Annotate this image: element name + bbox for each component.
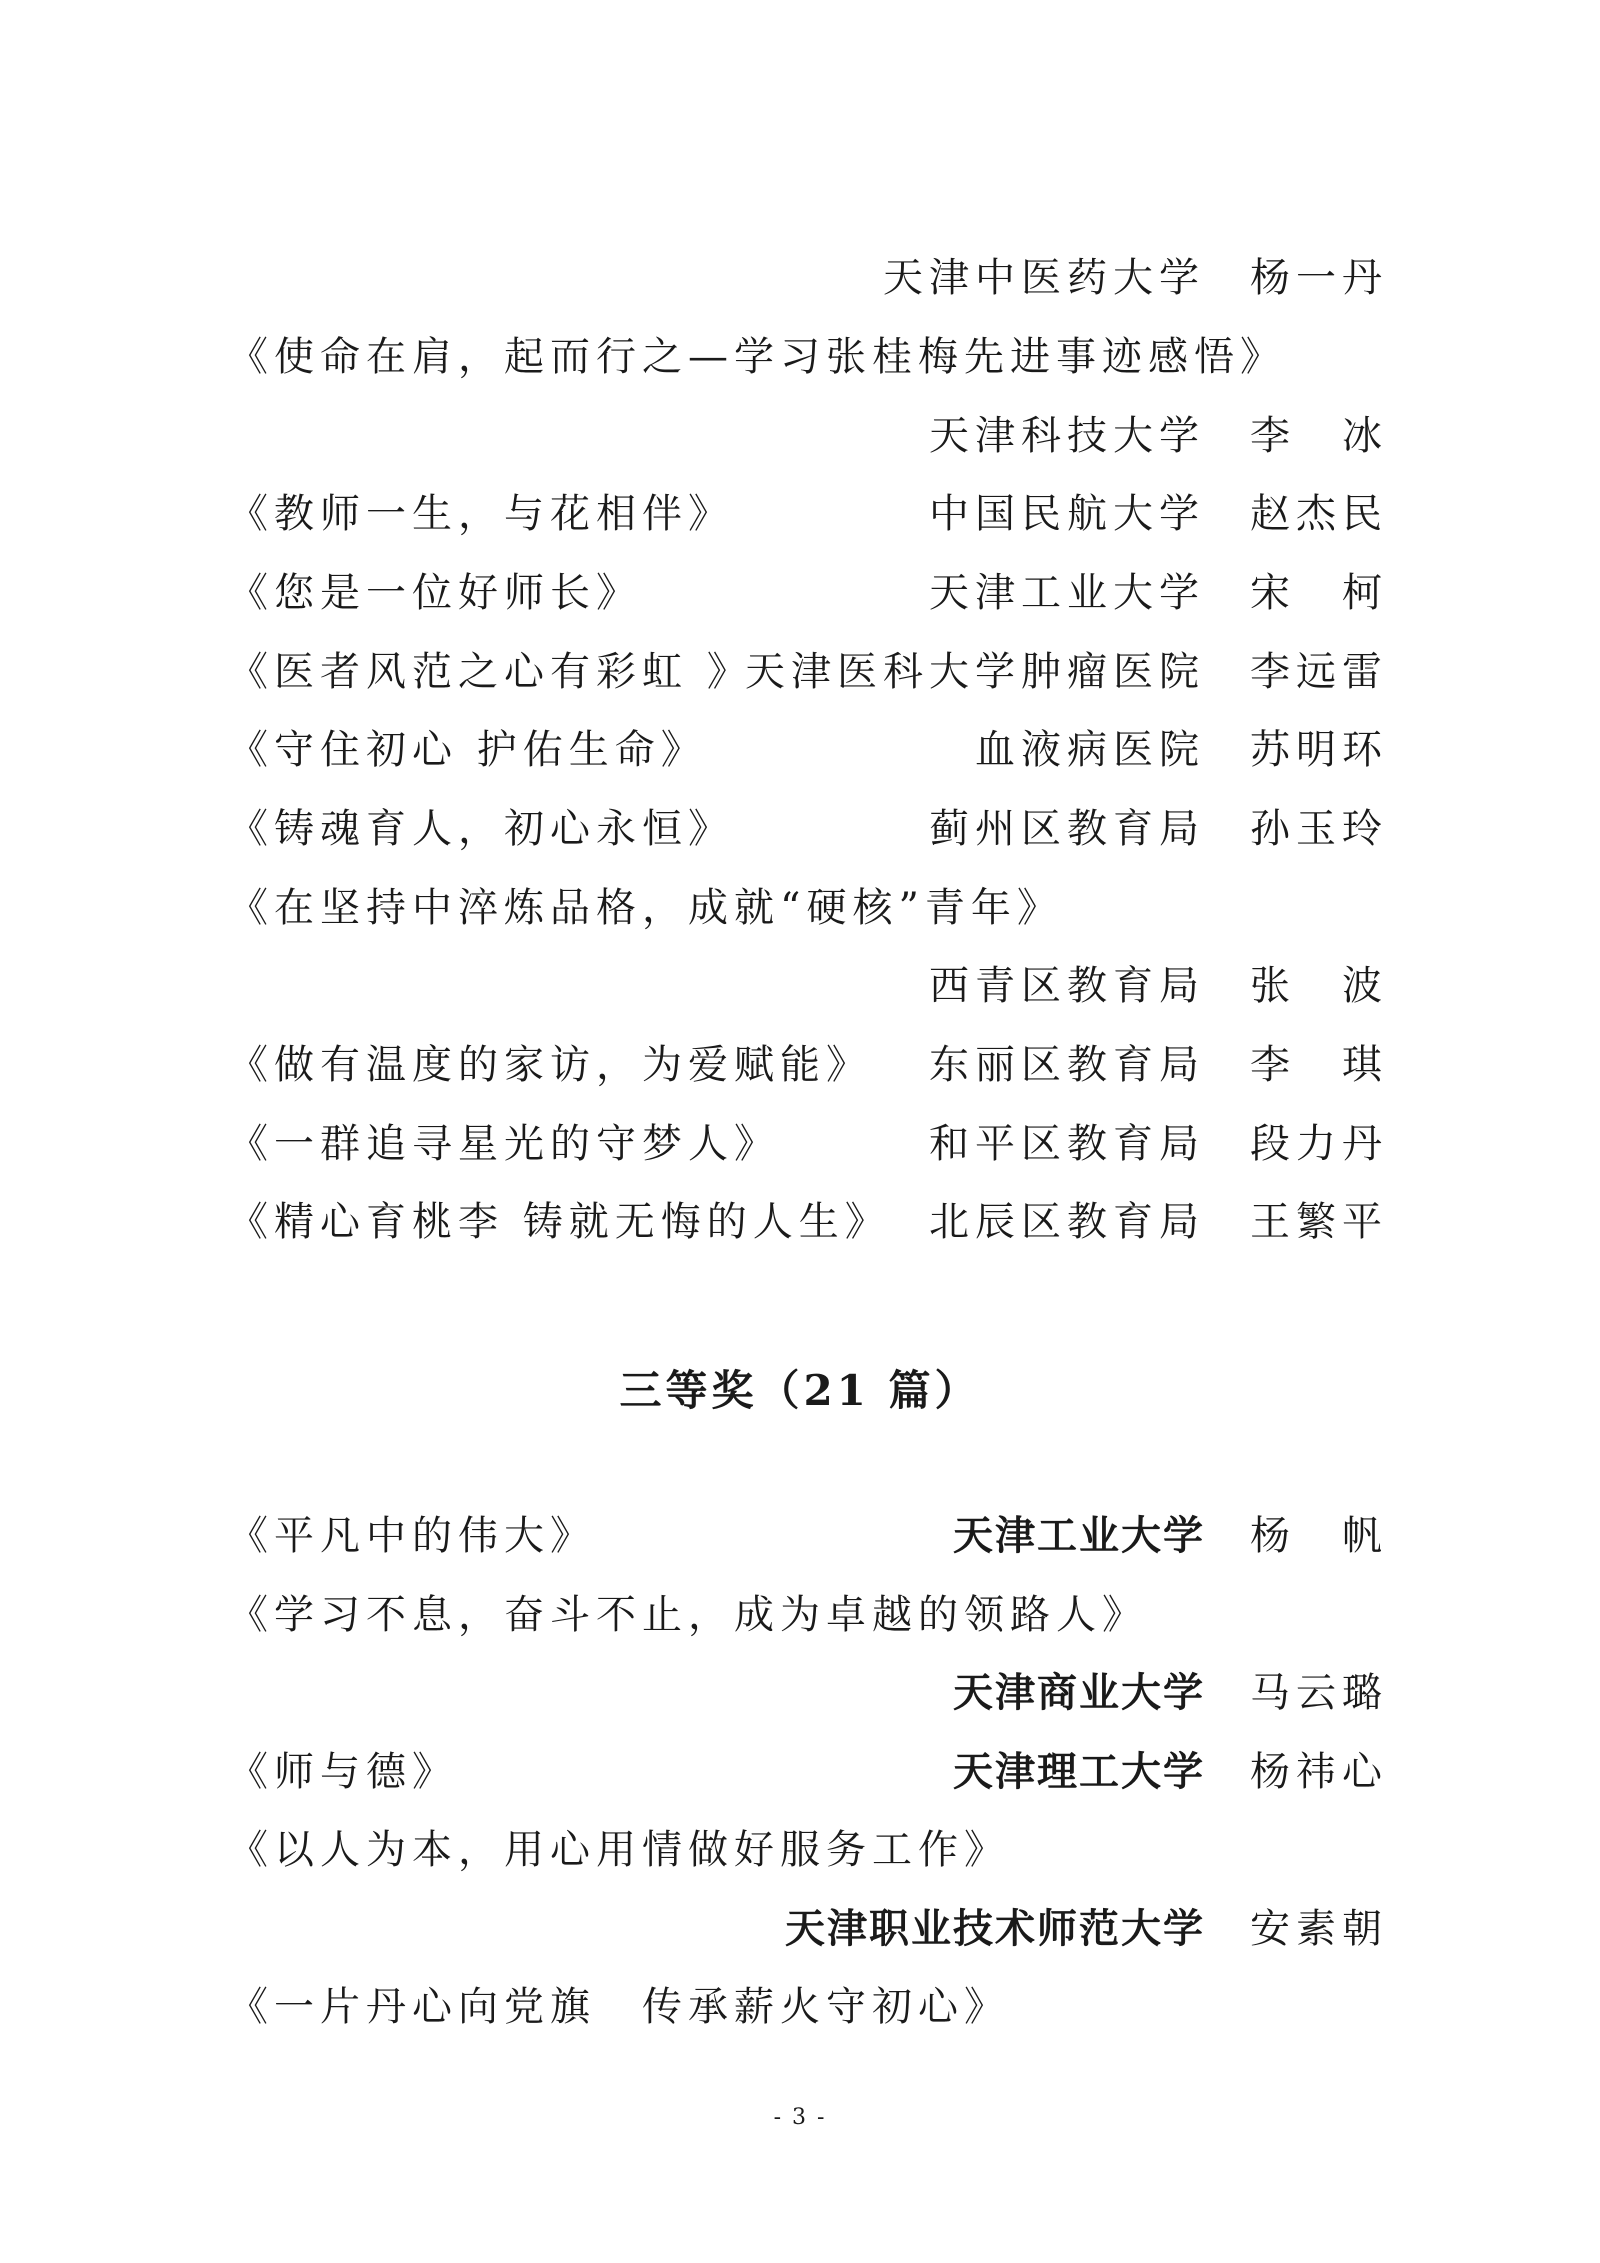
entry-title: 《铸魂育人，初心永恒》 <box>228 806 734 852</box>
entry-unit: 天津理工大学 <box>953 1749 1205 1795</box>
entry-title: 《师与德》 <box>228 1749 458 1795</box>
entry-author: 宋 柯 <box>1250 570 1388 616</box>
entry-author: 苏明环 <box>1250 727 1388 773</box>
entry-title: 《使命在肩，起而行之—学习张桂梅先进事迹感悟》 <box>228 334 1286 380</box>
entry-title: 《守住初心 护佑生命》 <box>228 727 707 773</box>
entry-title: 《医者风范之心有彩虹 》 <box>228 649 753 695</box>
entry-title: 《您是一位好师长》 <box>228 570 642 616</box>
entry-unit: 东丽区教育局 <box>929 1042 1205 1088</box>
entry-unit: 中国民航大学 <box>929 491 1205 537</box>
entry-title: 《做有温度的家访，为爱赋能》 <box>228 1042 872 1088</box>
entry-author: 孙玉玲 <box>1250 806 1388 852</box>
entry-author: 杨祎心 <box>1250 1749 1388 1795</box>
entry-unit: 天津医科大学肿瘤医院 <box>745 649 1205 695</box>
entry-unit: 天津科技大学 <box>929 413 1205 459</box>
entry-unit: 西青区教育局 <box>929 963 1205 1009</box>
section-heading: 三等奖（21 篇） <box>619 1366 981 1415</box>
entry-unit: 天津工业大学 <box>953 1513 1205 1559</box>
entry-title: 《在坚持中淬炼品格，成就“硬核”青年》 <box>228 885 1063 931</box>
entry-unit: 血液病医院 <box>975 727 1205 773</box>
entry-title: 《教师一生，与花相伴》 <box>228 491 734 537</box>
entry-unit: 和平区教育局 <box>929 1121 1205 1167</box>
entry-title: 《以人为本，用心用情做好服务工作》 <box>228 1827 1010 1873</box>
entry-author: 赵杰民 <box>1250 491 1388 537</box>
entry-author: 马云璐 <box>1250 1670 1388 1716</box>
entry-unit: 天津职业技术师范大学 <box>785 1906 1205 1952</box>
entry-title: 《一片丹心向党旗 传承薪火守初心》 <box>228 1984 1010 2030</box>
entry-author: 杨一丹 <box>1250 255 1388 301</box>
entry-title: 《平凡中的伟大》 <box>228 1513 596 1559</box>
entry-title: 《学习不息，奋斗不止，成为卓越的领路人》 <box>228 1592 1148 1638</box>
entry-title: 《精心育桃李 铸就无悔的人生》 <box>228 1199 891 1245</box>
entry-unit: 北辰区教育局 <box>929 1199 1205 1245</box>
entry-unit: 蓟州区教育局 <box>929 806 1205 852</box>
entry-unit: 天津工业大学 <box>929 570 1205 616</box>
entry-author: 张 波 <box>1250 963 1388 1009</box>
entry-unit: 天津商业大学 <box>953 1670 1205 1716</box>
entry-author: 李 琪 <box>1250 1042 1388 1088</box>
entry-unit: 天津中医药大学 <box>883 255 1205 301</box>
entry-author: 李 冰 <box>1250 413 1388 459</box>
entry-author: 段力丹 <box>1250 1121 1388 1167</box>
entry-author: 杨 帆 <box>1250 1513 1388 1559</box>
entry-author: 李远雷 <box>1250 649 1388 695</box>
page-number: - 3 - <box>773 2105 827 2130</box>
entry-author: 王繁平 <box>1250 1199 1388 1245</box>
entry-title: 《一群追寻星光的守梦人》 <box>228 1121 780 1167</box>
entry-author: 安素朝 <box>1250 1906 1388 1952</box>
